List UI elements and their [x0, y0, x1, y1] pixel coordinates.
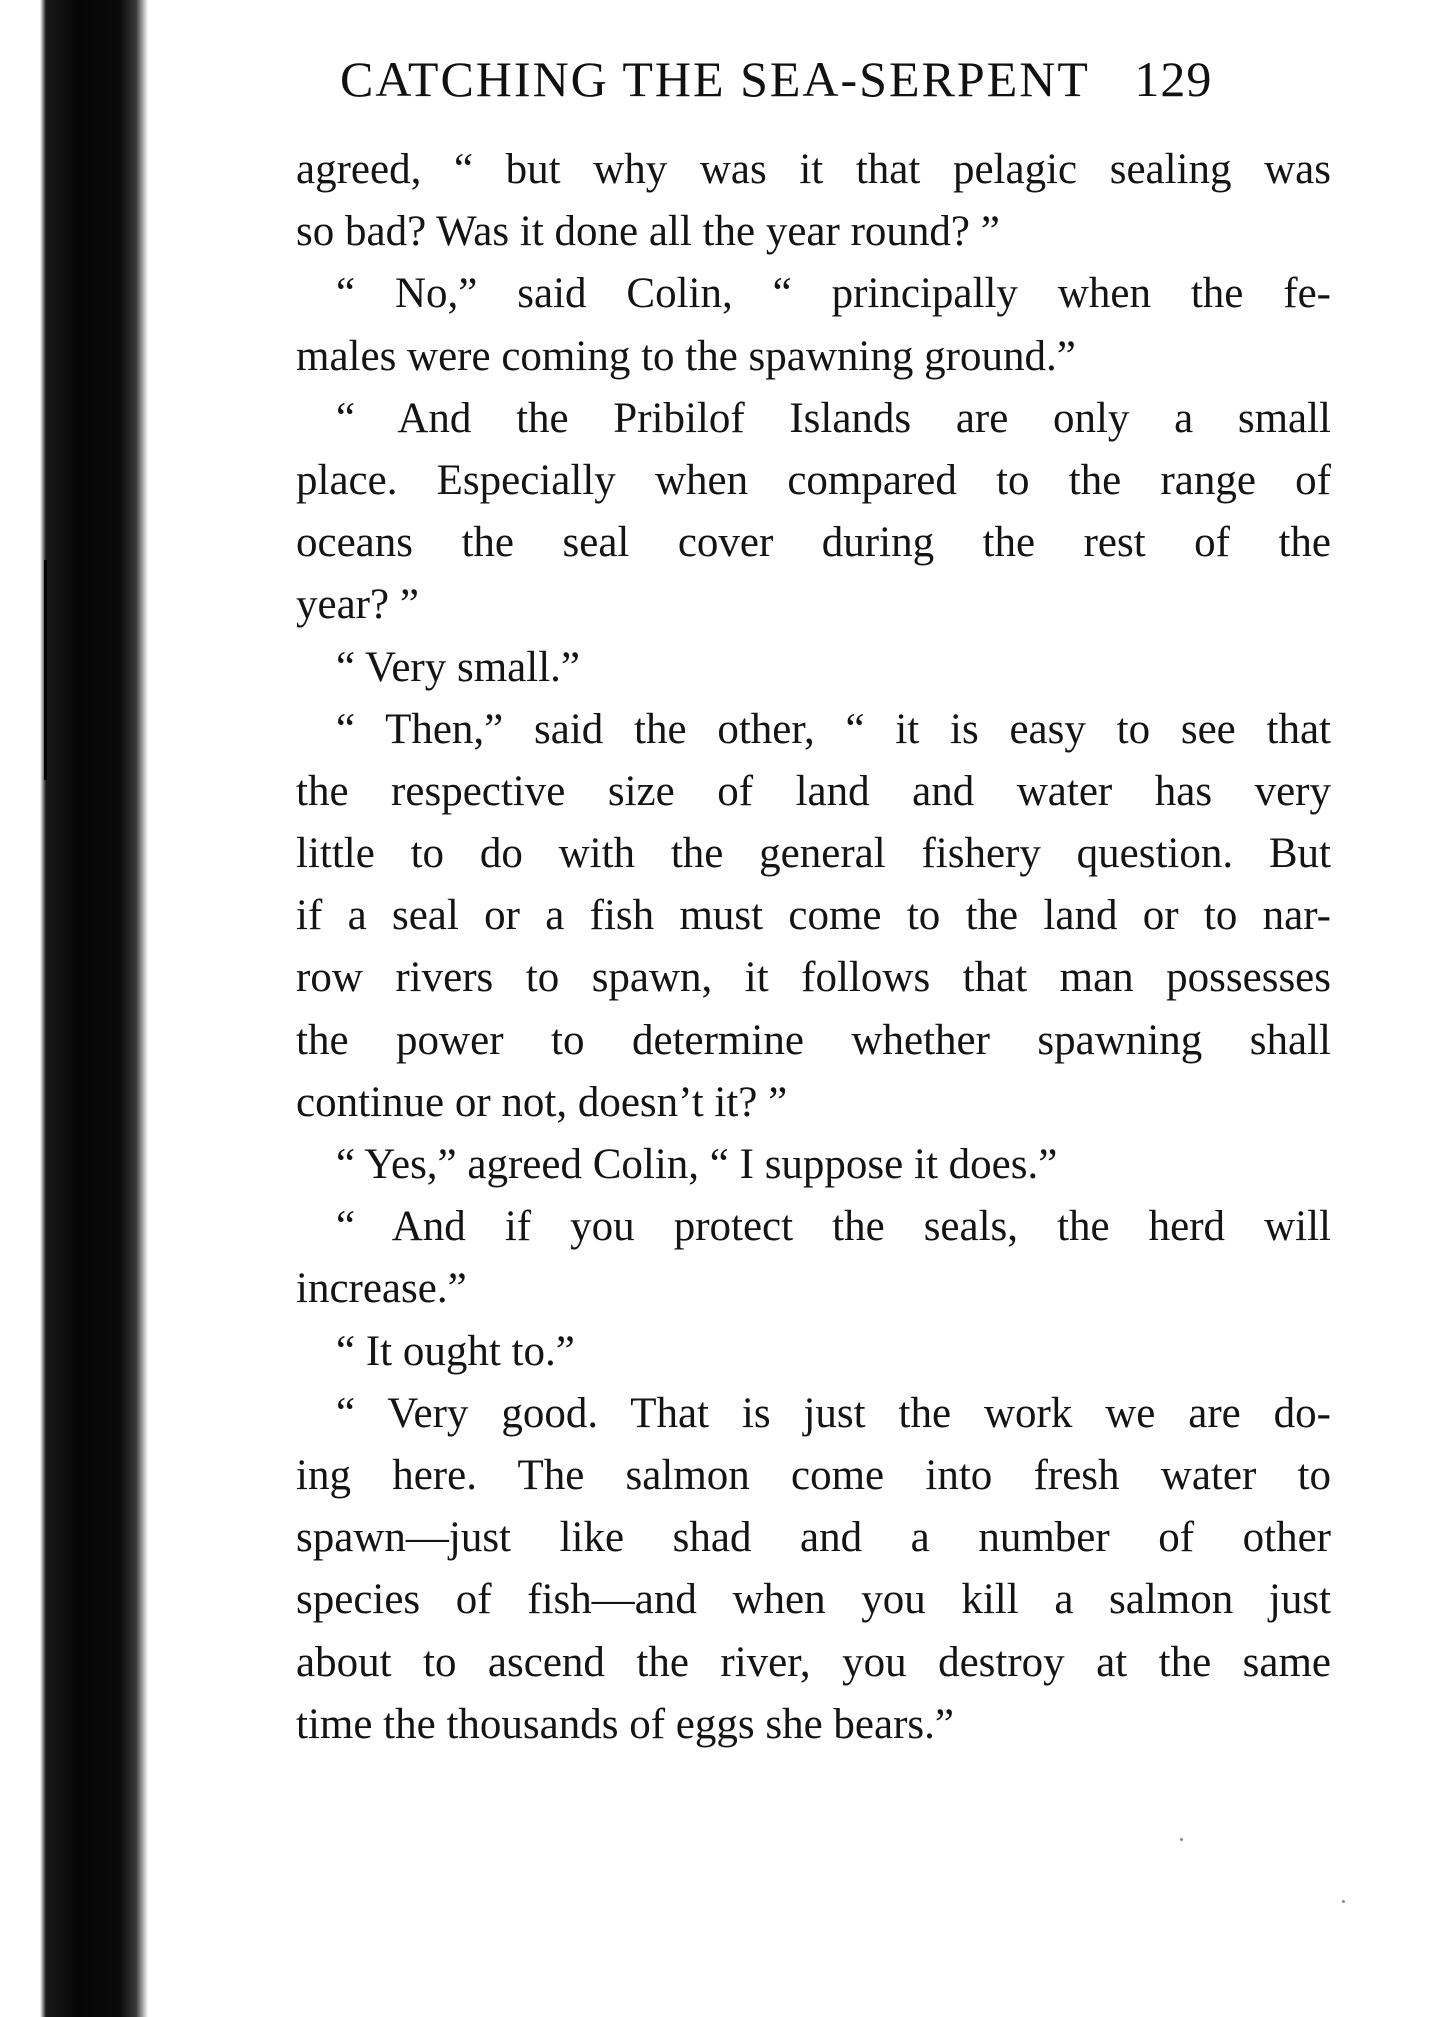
running-head	[340, 50, 1340, 110]
text-line: place. Especially when compared to the range of	[296, 456, 1331, 504]
text-line: “ No,” said Colin, “ principally when the fe-	[336, 270, 1331, 318]
text-line: “ Yes,” agreed Colin, “ I suppose it does.”	[336, 1141, 1058, 1188]
text-line: increase.”	[296, 1265, 467, 1313]
text-line: if a seal or a fish must come to the land or to nar-	[296, 892, 1331, 940]
text-line: ing here. The salmon come into fresh water to	[296, 1451, 1331, 1499]
text-line: spawn—just like shad and a number of other	[296, 1514, 1331, 1562]
text-line: “ And the Pribilof Islands are only a small	[336, 394, 1331, 442]
text-line: “ It ought to.”	[336, 1327, 575, 1375]
chapter-title: CATCHING THE SEA-SERPENT	[340, 51, 1090, 107]
body-text	[296, 139, 1331, 1756]
page-binding-shadow	[40, 0, 148, 2017]
text-line: so bad? Was it done all the year round? ”	[296, 208, 1000, 256]
page-number: 129	[1134, 51, 1213, 107]
text-line: year? ”	[296, 581, 419, 629]
text-line: agreed, “ but why was it that pelagic sealing was	[296, 146, 1331, 193]
text-line: oceans the seal cover during the rest of the	[296, 519, 1331, 567]
text-line: “ Very good. That is just the work we are do-	[336, 1389, 1331, 1437]
text-line: about to ascend the river, you destroy at the same	[296, 1638, 1331, 1686]
text-line: the respective size of land and water has very	[296, 767, 1331, 815]
binding-crease-line	[44, 560, 47, 780]
text-line: males were coming to the spawning ground.”	[296, 332, 1076, 380]
text-line: species of fish—and when you kill a salmon just	[296, 1576, 1331, 1624]
text-line: little to do with the general fishery question. But	[296, 830, 1331, 878]
text-line: row rivers to spawn, it follows that man possesses	[296, 954, 1331, 1002]
text-line: time the thousands of eggs she bears.”	[296, 1700, 954, 1748]
text-line: “ And if you protect the seals, the herd will	[336, 1203, 1331, 1251]
text-line: “ Then,” said the other, “ it is easy to see that	[336, 705, 1331, 753]
scan-speck	[1180, 1838, 1183, 1841]
scan-speck	[1342, 1900, 1345, 1903]
text-line: “ Very small.”	[336, 643, 580, 691]
text-line: continue or not, doesn’t it? ”	[296, 1078, 788, 1126]
text-line: the power to determine whether spawning shall	[296, 1016, 1331, 1064]
